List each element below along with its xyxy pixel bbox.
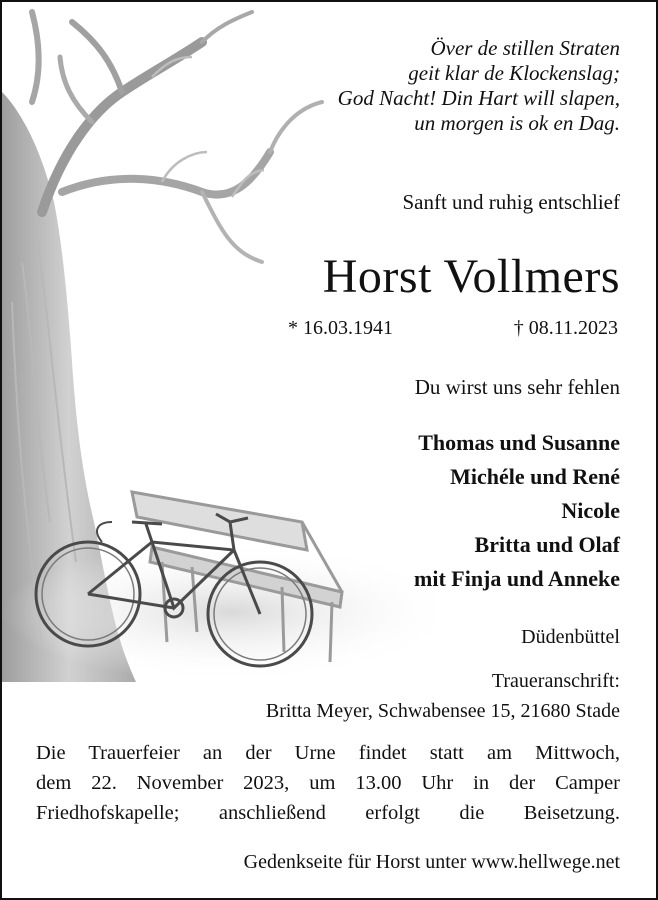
mourning-address — [266, 666, 620, 726]
intro-text: Sanft und ruhig entschlief — [402, 190, 620, 214]
ceremony-line: dem 22. November 2023, um 13.00 Uhr in der Camper — [36, 772, 620, 794]
poem-line: Över de stillen Straten — [430, 36, 620, 60]
family-member: Nicole — [561, 498, 620, 523]
poem-line: un morgen is ok en Dag. — [414, 111, 620, 135]
ground-shading — [2, 542, 462, 682]
address-line: Britta Meyer, Schwabensee 15, 21680 Stade — [265, 700, 620, 722]
birth-date: * 16.03.1941 — [288, 317, 393, 339]
family-member: mit Finja und Anneke — [414, 566, 620, 591]
family-member: Michéle und René — [450, 464, 620, 489]
family-list — [414, 426, 620, 596]
deceased-name: Horst Vollmers — [322, 250, 620, 303]
family-member: Thomas und Susanne — [418, 430, 620, 455]
poem-line: geit klar de Klockenslag; — [408, 61, 620, 85]
family-member: Britta und Olaf — [474, 532, 620, 557]
miss-text: Du wirst uns sehr fehlen — [414, 375, 620, 399]
memorial-page-text: Gedenkseite für Horst unter www.hellwege.net — [243, 851, 620, 873]
ceremony-line: Die Trauerfeier an der Urne findet statt am Mittwoch, — [36, 742, 620, 764]
ceremony-text — [36, 738, 620, 828]
place-name: Düdenbüttel — [521, 626, 620, 648]
ceremony-line: Friedhofskapelle; anschließend erfolgt die Beisetzung. — [36, 802, 620, 824]
poem — [338, 36, 620, 136]
death-date: † 08.11.2023 — [513, 317, 618, 339]
address-label: Traueranschrift: — [491, 670, 620, 692]
poem-line: God Nacht! Din Hart will slapen, — [337, 86, 620, 110]
